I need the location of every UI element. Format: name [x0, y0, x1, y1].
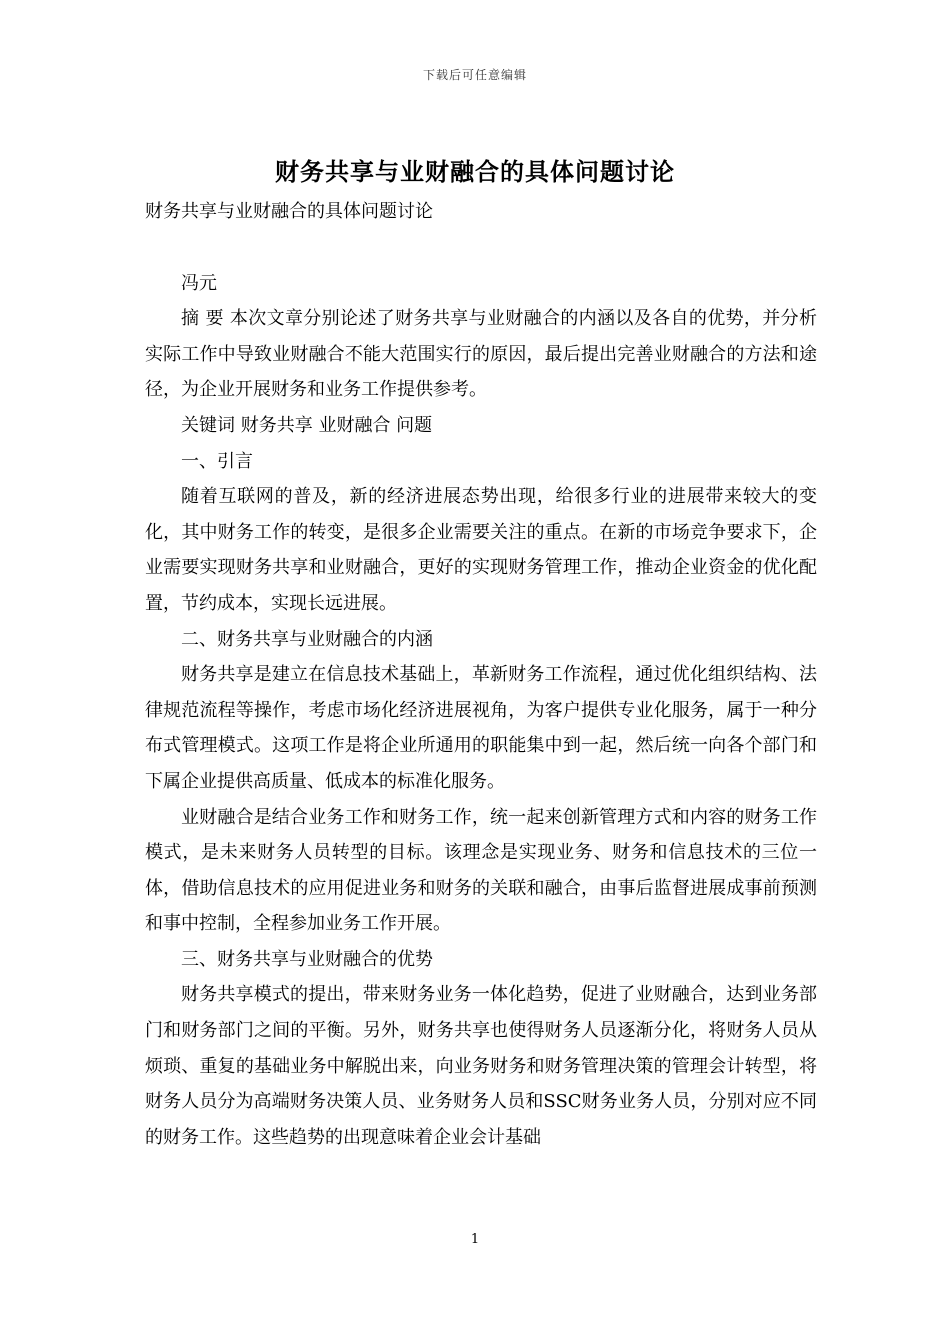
body-paragraph: 财务共享模式的提出，带来财务业务一体化趋势，促进了业财融合，达到业务部门和财务部门之间的平衡。另外，财务共享也使得财务人员逐渐分化，将财务人员从烦琐、重复的基础业务中解脱出来，向业务财务和财务管理决策的管理会计转型，将财务人员分为高端财务决策人员、业务财务人员和SSC财务业务人员，分别对应不同的财务工作。这些趋势的出现意味着企业会计基础	[145, 984, 817, 1148]
section-heading-connotation: 二、财务共享与业财融合的内涵	[181, 628, 433, 650]
keywords-line: 关键词 财务共享 业财融合 问题	[181, 414, 433, 436]
document-title: 财务共享与业财融合的具体问题讨论	[275, 157, 675, 186]
document-body	[145, 194, 817, 1155]
header-note: 下载后可任意编辑	[422, 68, 527, 82]
section-heading-advantages: 三、财务共享与业财融合的优势	[181, 948, 433, 970]
author-name: 冯元	[181, 272, 217, 294]
abstract-paragraph: 摘 要 本次文章分别论述了财务共享与业财融合的内涵以及各自的优势，并分析实际工作中导致业财融合不能大范围实行的原因，最后提出完善业财融合的方法和途径，为企业开展财务和业务工作提供参考。	[145, 308, 817, 401]
section-heading-introduction: 一、引言	[181, 450, 253, 472]
page-number: 1	[470, 1232, 480, 1247]
body-paragraph: 财务共享是建立在信息技术基础上，革新财务工作流程，通过优化组织结构、法律规范流程等操作，考虑市场化经济进展视角，为客户提供专业化服务，属于一种分布式管理模式。这项工作是将企业所通用的职能集中到一起，然后统一向各个部门和下属企业提供高质量、低成本的标准化服务。	[145, 664, 817, 792]
document-subtitle: 财务共享与业财融合的具体问题讨论	[145, 201, 433, 222]
body-paragraph: 随着互联网的普及，新的经济进展态势出现，给很多行业的进展带来较大的变化，其中财务工作的转变，是很多企业需要关注的重点。在新的市场竞争要求下，企业需要实现财务共享和业财融合，更好的实现财务管理工作，推动企业资金的优化配置，节约成本，实现长远进展。	[145, 486, 817, 614]
body-paragraph: 业财融合是结合业务工作和财务工作，统一起来创新管理方式和内容的财务工作模式，是未来财务人员转型的目标。该理念是实现业务、财务和信息技术的三位一体，借助信息技术的应用促进业务和财务的关联和融合，由事后监督进展成事前预测和事中控制，全程参加业务工作开展。	[145, 806, 817, 935]
